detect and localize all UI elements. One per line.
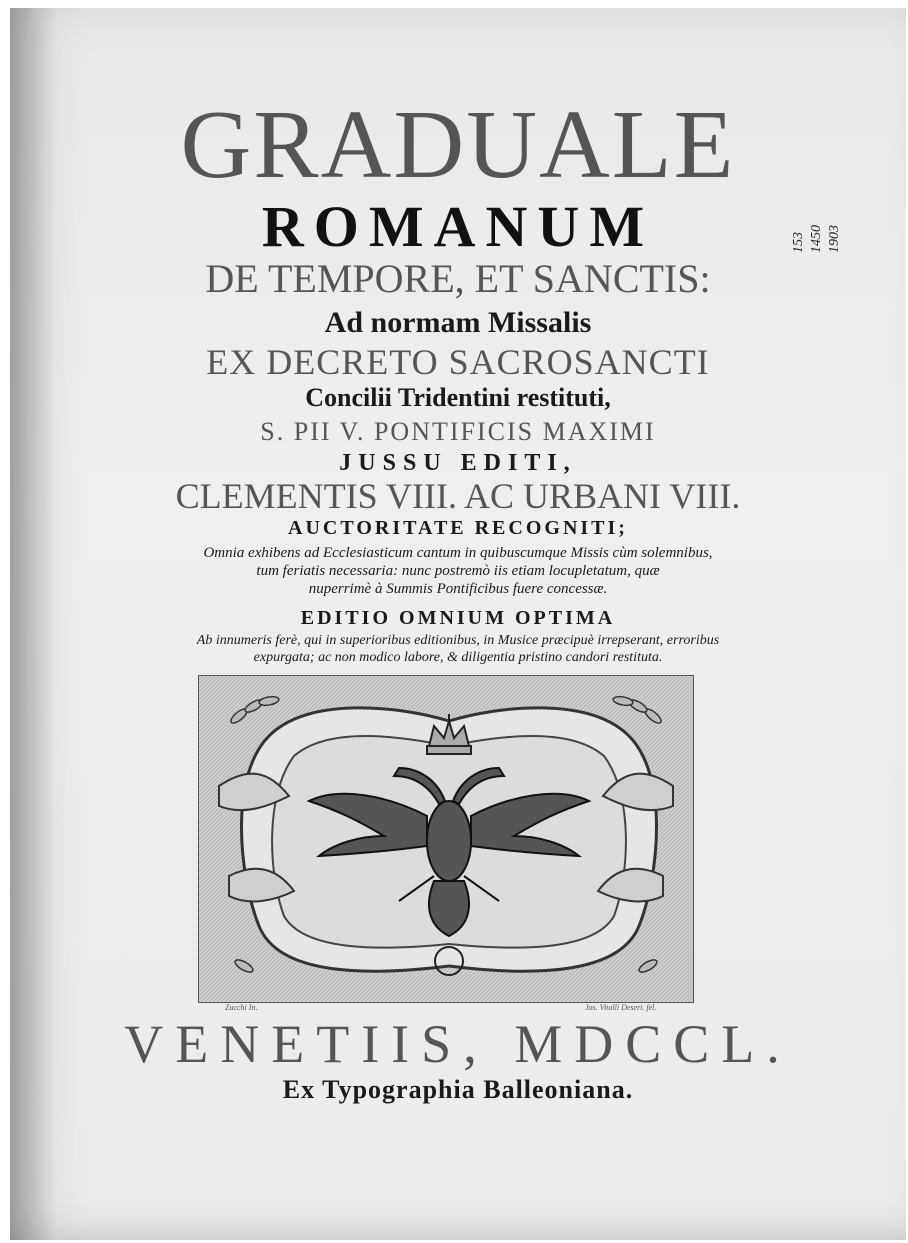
title-ad-normam: Ad normam Missalis	[324, 306, 592, 339]
edition-line-2: expurgata; ac non modico labore, & diligentia pristino candori restituta.	[253, 650, 663, 665]
annotation-line-1: 153	[791, 232, 806, 253]
title-graduale: GRADUALE	[180, 91, 736, 199]
description-line-3: nuperrimè à Summis Pontificibus fuere concessæ.	[308, 581, 608, 597]
title-ex-decreto: EX DECRETO SACROSANCTI	[206, 342, 710, 382]
title-auctoritate: AUCTORITATE RECOGNITI;	[288, 517, 628, 539]
edition-line-1: Ab innumeris ferè, qui in superioribus editionibus, in Musice præcipuè irrepserant, erroribus	[196, 633, 720, 648]
title-concilii: Concilii Tridentini restituti,	[305, 383, 611, 412]
description-line-2: tum feriatis necessaria: nunc postremò iis etiam locupletatum, quæ	[256, 563, 660, 579]
title-de-tempore: DE TEMPORE, ET SANCTIS:	[205, 256, 711, 301]
edition-heading: EDITIO OMNIUM OPTIMA	[300, 607, 616, 629]
title-romanum: ROMANUM	[261, 194, 655, 259]
engraving-coat-of-arms	[198, 675, 694, 1003]
imprint-city: VENETIIS, MDCCL.	[124, 1014, 792, 1074]
annotation-line-2: 1450	[809, 225, 824, 253]
title-s-pii: S. PII V. PONTIFICIS MAXIMI	[260, 417, 656, 446]
handwritten-annotation	[790, 163, 870, 253]
engraving-credit-right: Jos. Vitalli Deseri. fel.	[585, 1003, 657, 1012]
engraving-credit-left: Zucchi In.	[225, 1003, 258, 1012]
annotation-line-3: 1903	[827, 225, 842, 253]
imprint-printer: Ex Typographia Balleoniana.	[282, 1075, 634, 1104]
title-clementis: CLEMENTIS VIII. AC URBANI VIII.	[175, 476, 741, 516]
description-line-1: Omnia exhibens ad Ecclesiasticum cantum in quibuscumque Missis cùm solemnibus,	[203, 545, 713, 561]
title-jussu-editi: JUSSU EDITI,	[339, 450, 577, 476]
double-headed-eagle-emblem	[199, 676, 693, 1002]
title-page	[10, 8, 906, 1240]
